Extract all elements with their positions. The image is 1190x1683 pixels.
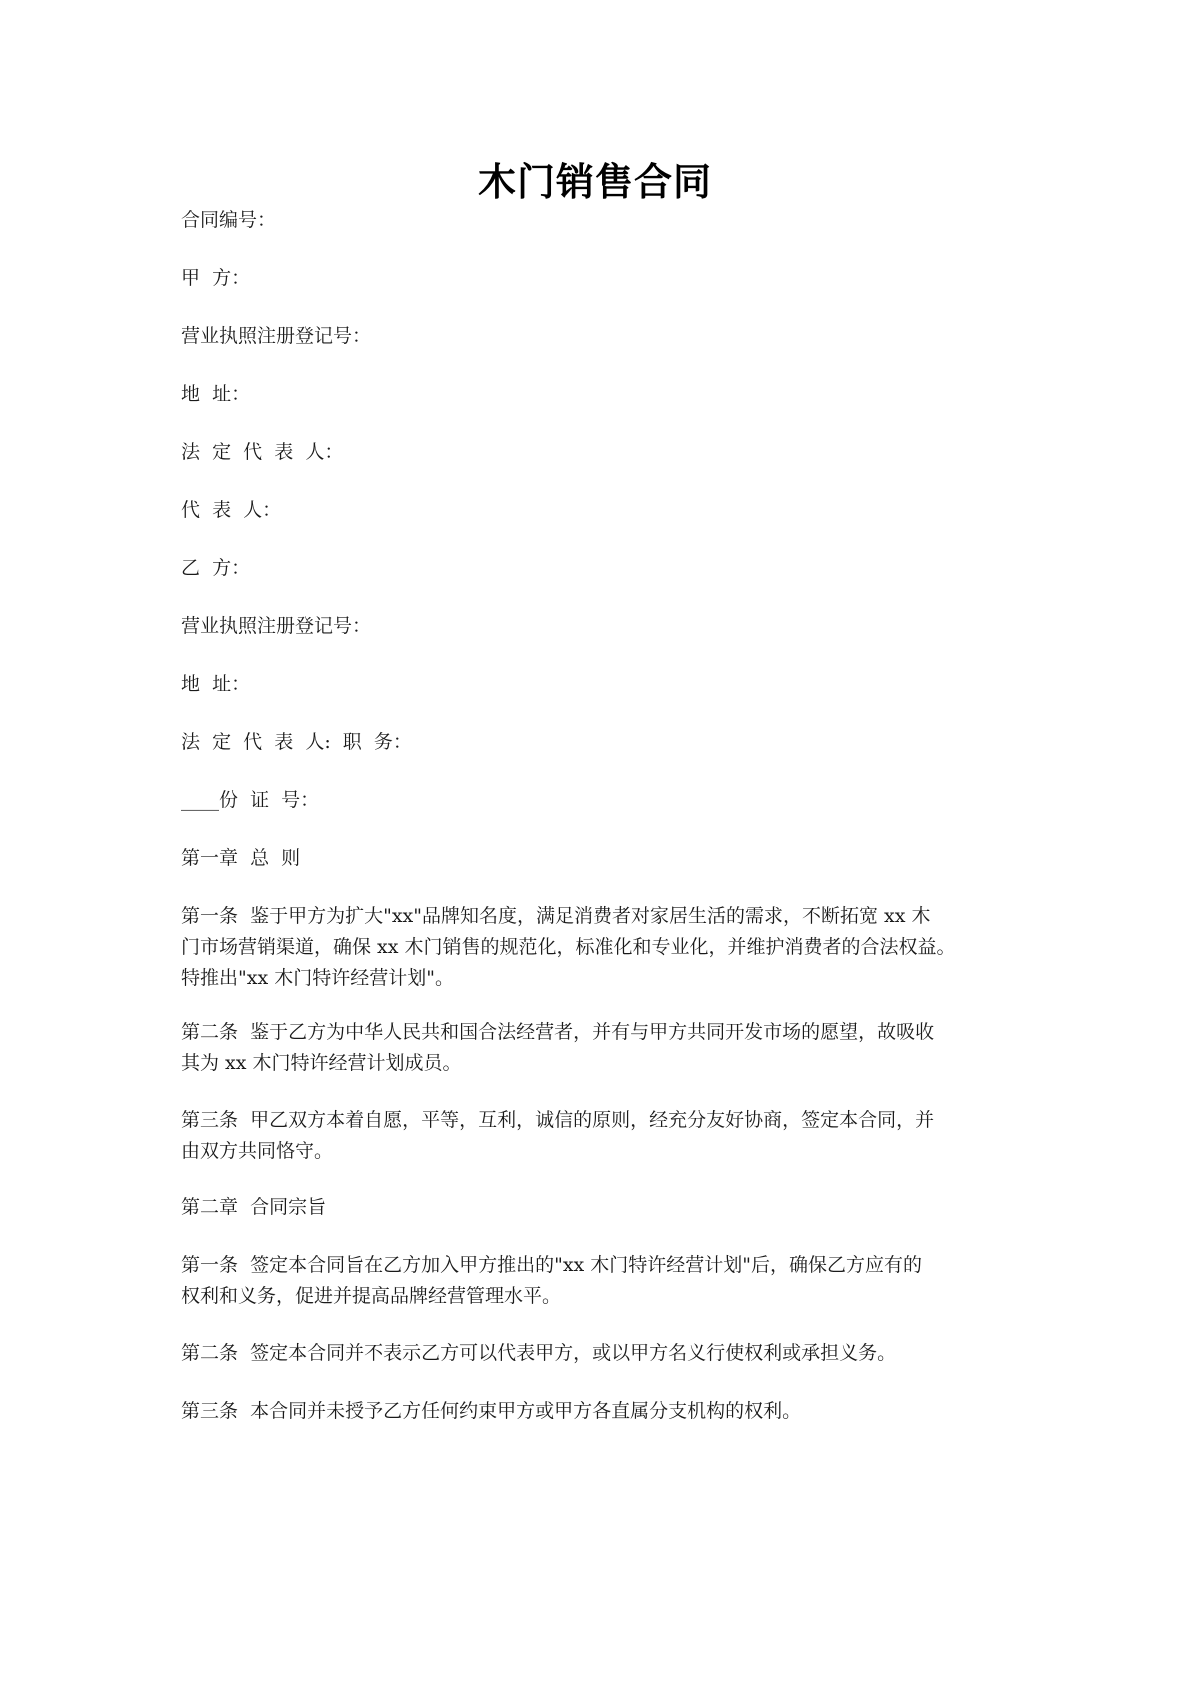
field-party-b-legal-rep-position: 法 定 代 表 人: 职 务： bbox=[181, 731, 412, 753]
field-party-b-address: 地 址： bbox=[181, 673, 251, 695]
chapter-1-article-1 bbox=[181, 901, 1011, 994]
paragraph-line: 其为 xx 木门特许经营计划成员。 bbox=[181, 1052, 462, 1074]
chapter-1-article-3 bbox=[181, 1105, 1011, 1167]
paragraph-line: 门市场营销渠道，确保 xx 木门销售的规范化，标准化和专业化，并维护消费者的合法权益。 bbox=[181, 936, 956, 958]
chapter-2-article-1 bbox=[181, 1250, 1011, 1312]
paragraph-line: 权利和义务，促进并提高品牌经营管理水平。 bbox=[181, 1285, 562, 1307]
paragraph-line: 第二条 签定本合同并不表示乙方可以代表甲方，或以甲方名义行使权利或承担义务。 bbox=[181, 1342, 897, 1364]
chapter-2-heading: 第二章 合同宗旨 bbox=[181, 1196, 327, 1218]
field-party-a: 甲 方： bbox=[181, 267, 251, 289]
paragraph-line: 第三条 甲乙双方本着自愿，平等，互利，诚信的原则，经充分友好协商，签定本合同，并 bbox=[181, 1109, 935, 1131]
field-party-a-rep: 代 表 人： bbox=[181, 499, 282, 521]
paragraph-line: 第二条 鉴于乙方为中华人民共和国合法经营者，并有与甲方共同开发市场的愿望，故吸收 bbox=[181, 1021, 935, 1043]
paragraph-line: 第一条 签定本合同旨在乙方加入甲方推出的"xx 木门特许经营计划"后，确保乙方应有的 bbox=[181, 1254, 923, 1276]
chapter-1-article-2 bbox=[181, 1017, 1011, 1079]
document-title: 木门销售合同 bbox=[477, 160, 712, 204]
paragraph-line: 第一条 鉴于甲方为扩大"xx"品牌知名度，满足消费者对家居生活的需求，不断拓宽 xx 木 bbox=[181, 905, 931, 927]
field-contract-number: 合同编号： bbox=[181, 209, 277, 231]
field-party-a-legal-rep: 法 定 代 表 人： bbox=[181, 441, 344, 463]
field-party-a-license: 营业执照注册登记号： bbox=[181, 325, 372, 347]
field-party-b-id-number: ____份 证 号： bbox=[181, 789, 320, 811]
chapter-2-article-3 bbox=[181, 1396, 1011, 1427]
field-party-b-license: 营业执照注册登记号： bbox=[181, 615, 372, 637]
field-party-a-address: 地 址： bbox=[181, 383, 251, 405]
paragraph-line: 由双方共同恪守。 bbox=[181, 1140, 334, 1162]
chapter-1-heading: 第一章 总 则 bbox=[181, 847, 301, 869]
field-party-b: 乙 方： bbox=[181, 557, 251, 579]
paragraph-line: 特推出"xx 木门特许经营计划"。 bbox=[181, 967, 454, 989]
chapter-2-article-2 bbox=[181, 1338, 1011, 1369]
paragraph-line: 第三条 本合同并未授予乙方任何约束甲方或甲方各直属分支机构的权利。 bbox=[181, 1400, 802, 1422]
